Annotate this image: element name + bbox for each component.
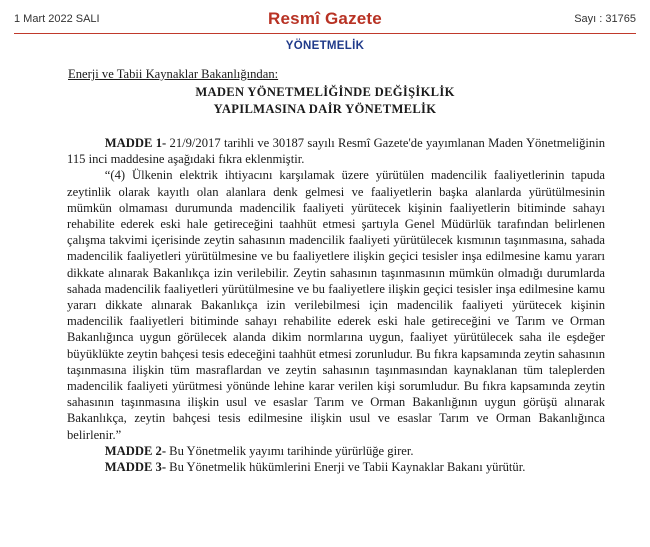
gazette-name: Resmî Gazete — [268, 9, 382, 28]
gazette-header — [14, 9, 636, 34]
issue-number: Sayı : 31765 — [574, 13, 636, 25]
ministry-line: Enerji ve Tabii Kaynaklar Bakanlığından: — [68, 67, 279, 81]
article-2 — [67, 443, 605, 459]
article-1-text: 21/9/2017 tarihli ve 30187 sayılı Resmî Gazete'de yayımlanan Maden Yönetmeliğinin 115 inci maddesine aşağıdaki fıkra eklenmiştir. — [67, 136, 605, 167]
section-heading: YÖNETMELİK — [285, 40, 365, 52]
article-3-text: Bu Yönetmelik hükümlerini Enerji ve Tabii Kaynaklar Bakanı yürütür. — [166, 460, 526, 475]
regulation-title-line-2: YAPILMASINA DAİR YÖNETMELİK — [213, 102, 437, 116]
article-2-text: Bu Yönetmelik yayımı tarihinde yürürlüğe girer. — [166, 443, 414, 458]
article-1-quote: “(4) Ülkenin elektrik ihtiyacını karşılamak üzere yürütülen madencilik faaliyetlerinin tapuda zeytinlik olarak kayıtlı olan alanlara denk gelmesi ve faaliyetlerin başka alanlarda yürütülmesinin mümkün olmaması durumunda madencilik faaliyeti yürütecek kişinin faaliyetlerin bitiminde sahayı rehabilite ederek eski hale getireceğini taahhüt etmesi şartıyla Genel Müdürlük tarafından belirlenen çalışma takvimi içerisinde zeytin sahasının madencilik faaliyeti yürütülecek kısmının taşınmasına, sahada madencilik faaliyetleri yürütülmesine ve bu faaliyetlere ilişkin geçici tesisler inşa edilmesine kamu yararı dikkate alınarak Bakanlıkça izin verilebilir. Zeytin sahasının taşınmasının mümkün olmadığı durumlarda sahada madencilik faaliyetleri yürütülmesine ve bu faaliyetlere ilişkin geçici tesisler inşa edilmesine kamu yararı dikkate alınarak Bakanlıkça izin verilebilmesi için madencilik faaliyeti yürütecek kişinin madencilik faaliyetleri bitiminde sahayı rehabilite ederek eski hale getireceğini ve Tarım ve Orman Bakanlığınca uygun görülecek alanda dikim normlarına uygun, faaliyet yürütülecek saha ile eşdeğer büyüklükte zeytin bahçesi tesis edeceğini taahhüt etmesi zorunludur. Bu fıkra kapsamında zeytin sahasının taşınmasına ilişkin tüm masraflardan ve zeytin sahasının taşınmasından kaynaklanan tüm taleplerden madencilik faaliyeti yürütmesi yönünde lehine karar verilen kişi sorumludur. Bu fıkra kapsamında zeytin sahasının taşınmasına ilişkin usul ve esaslar Tarım ve Orman Bakanlığının uygun görüşü alınarak Bakanlıkça, zeytin bahçesi tesis edilmesine ilişkin usul ve esaslar Tarım ve Orman Bakanlığınca belirlenir.” — [67, 168, 605, 442]
article-3 — [67, 459, 605, 475]
regulation-body — [67, 135, 605, 475]
article-3-label: MADDE 3- — [104, 460, 167, 475]
regulation-title-line-1: MADEN YÖNETMELİĞİNDE DEĞİŞİKLİK — [195, 85, 455, 99]
publication-date: 1 Mart 2022 SALI — [14, 13, 100, 25]
article-2-label: MADDE 2- — [104, 443, 167, 458]
article-1 — [67, 135, 605, 167]
article-1-label: MADDE 1- — [104, 136, 167, 150]
